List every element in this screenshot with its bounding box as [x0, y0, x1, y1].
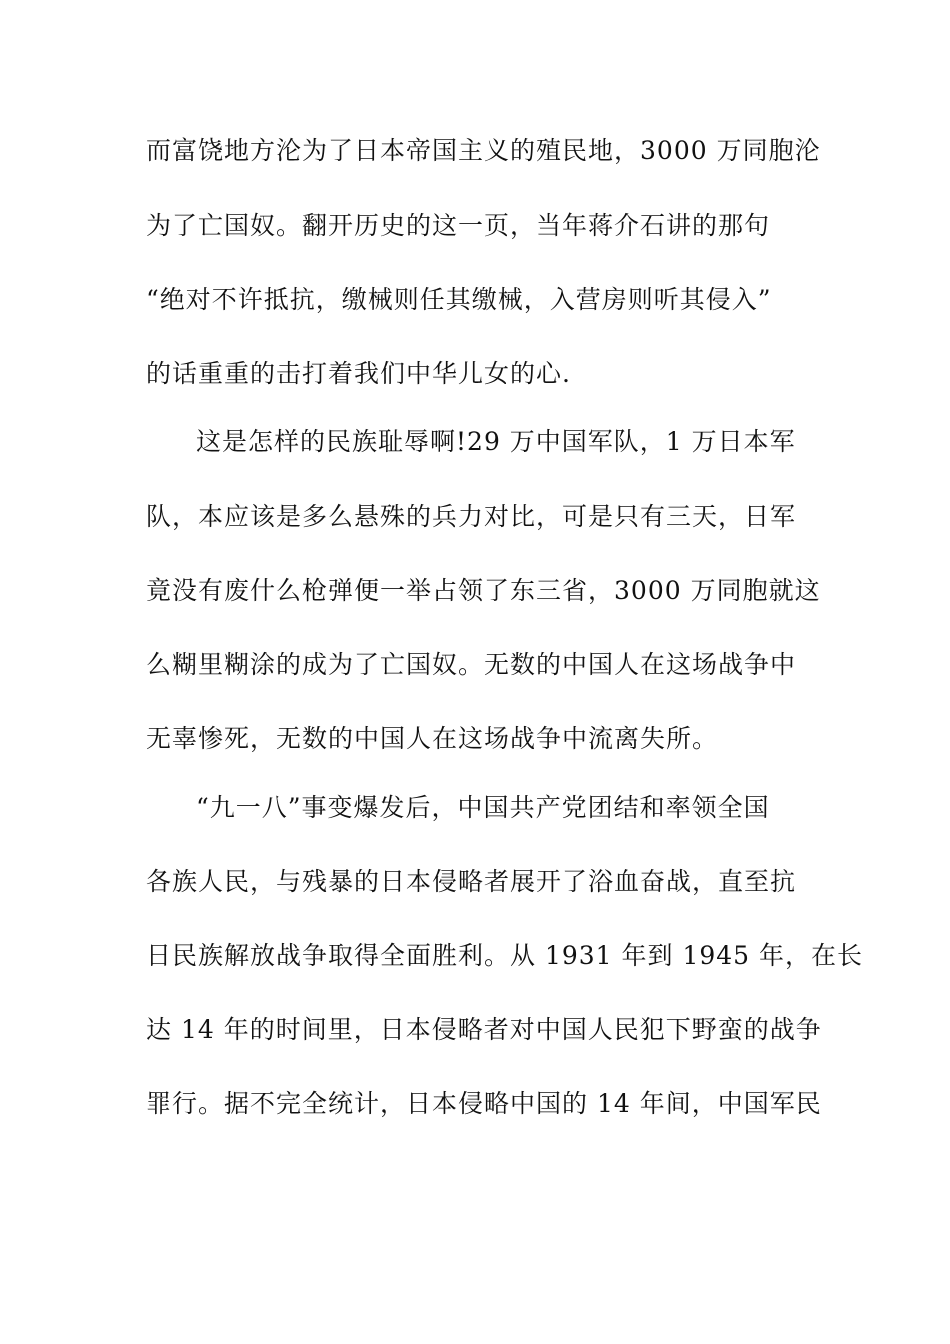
text-line: 达 14 年的时间里，日本侵略者对中国人民犯下野蛮的战争: [146, 1015, 822, 1044]
text-line: 队，本应该是多么悬殊的兵力对比，可是只有三天，日军: [146, 502, 797, 531]
text-line: 日民族解放战争取得全面胜利。从 1931 年到 1945 年，在长: [146, 941, 864, 970]
paragraph-first-line: “九一八”事变爆发后，中国共产党团结和率领全国: [196, 793, 770, 822]
text-line: “绝对不许抵抗，缴械则任其缴械，入营房则听其侵入”: [146, 285, 772, 314]
text-line: 无辜惨死，无数的中国人在这场战争中流离失所。: [146, 724, 719, 753]
text-line: 罪行。据不完全统计，日本侵略中国的 14 年间，中国军民: [146, 1089, 822, 1118]
paragraph-first-line: 这是怎样的民族耻辱啊!29 万中国军队，1 万日本军: [196, 427, 796, 456]
text-line: 么糊里糊涂的成为了亡国奴。无数的中国人在这场战争中: [146, 650, 797, 679]
text-line: 各族人民，与残暴的日本侵略者展开了浴血奋战，直至抗: [146, 867, 797, 896]
text-line: 而富饶地方沦为了日本帝国主义的殖民地，3000 万同胞沦: [146, 136, 821, 165]
text-line: 竟没有废什么枪弹便一举占领了东三省，3000 万同胞就这: [146, 576, 821, 605]
text-line: 的话重重的击打着我们中华儿女的心.: [146, 359, 571, 388]
text-line: 为了亡国奴。翻开历史的这一页，当年蒋介石讲的那句: [146, 211, 771, 240]
